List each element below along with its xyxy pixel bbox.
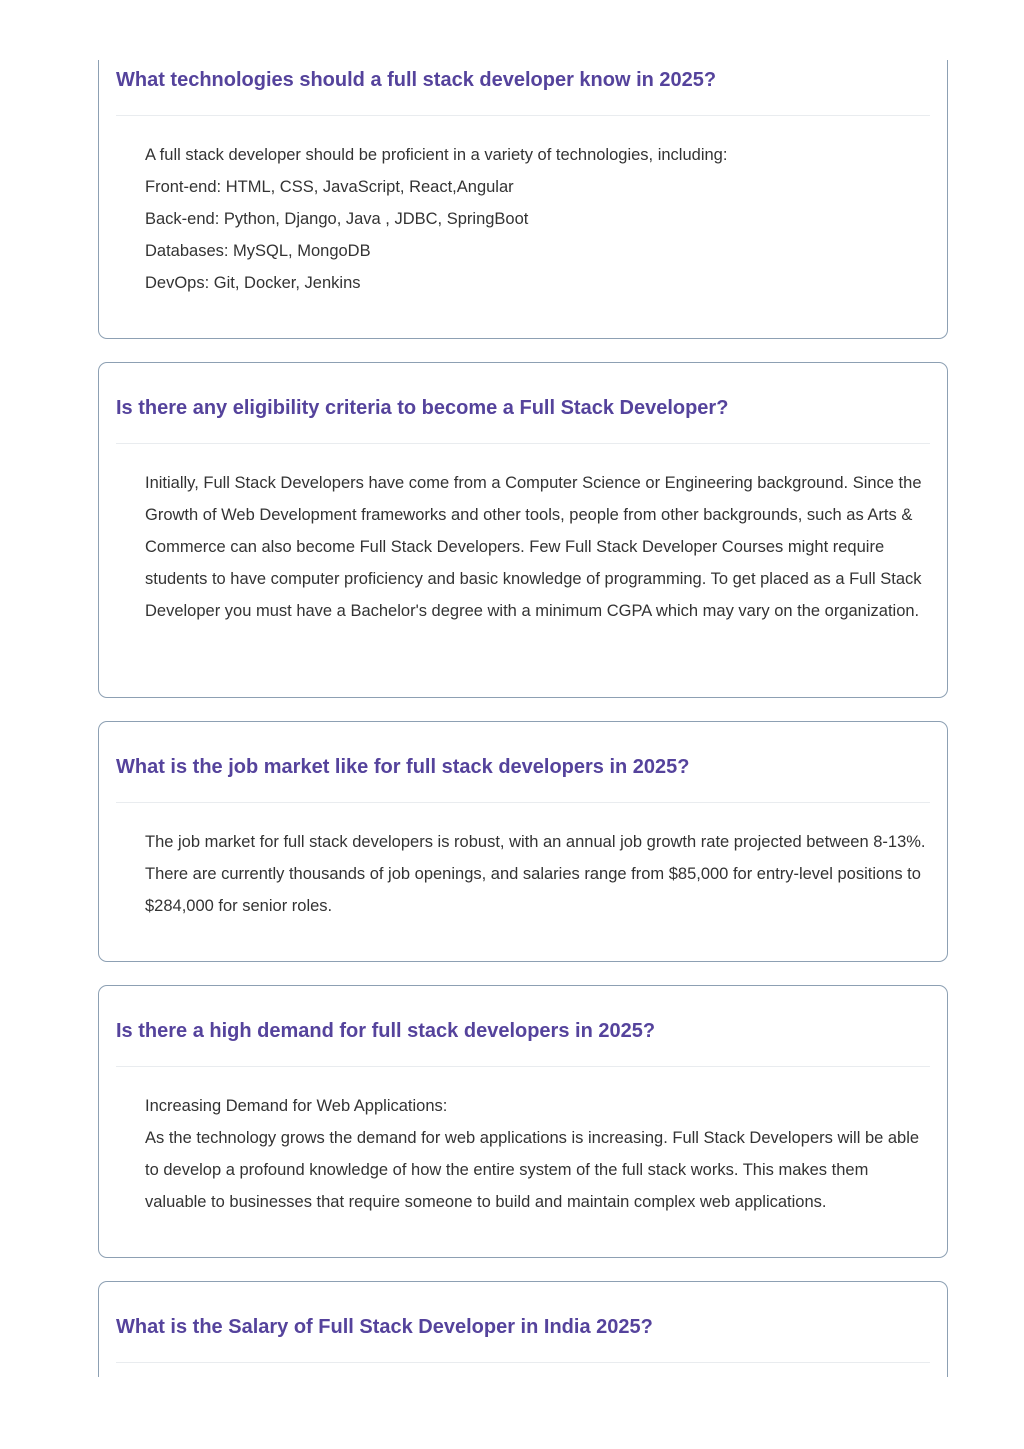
answer-line: Databases: MySQL, MongoDB	[145, 242, 371, 260]
answer-line: DevOps: Git, Docker, Jenkins	[145, 274, 361, 292]
answer-line: A full stack developer should be proficient in a variety of technologies, including:	[145, 146, 728, 164]
faq-question[interactable]: Is there any eligibility criteria to become a Full Stack Developer?	[116, 397, 729, 419]
faq-divider	[116, 1066, 930, 1067]
answer-paragraph: As the technology grows the demand for web applications is increasing. Full Stack Developers will be able to develop a profound knowledge of how the entire system of the full stack works. This makes them valuable to businesses that require someone to build and maintain complex web applications.	[145, 1129, 920, 1211]
faq-card-technologies	[98, 60, 948, 339]
faq-question[interactable]: What is the Salary of Full Stack Developer in India 2025?	[116, 1316, 653, 1338]
faq-card-job-market	[98, 721, 948, 962]
faq-question[interactable]: What is the job market like for full stack developers in 2025?	[116, 756, 690, 778]
faq-divider	[116, 443, 930, 444]
answer-line: Back-end: Python, Django, Java , JDBC, SpringBoot	[145, 210, 529, 228]
faq-divider	[116, 802, 930, 803]
faq-answer	[145, 139, 930, 299]
faq-answer	[145, 826, 930, 922]
answer-line: Increasing Demand for Web Applications:	[145, 1097, 448, 1115]
faq-divider	[116, 115, 930, 116]
faq-question[interactable]: What technologies should a full stack developer know in 2025?	[116, 69, 717, 91]
answer-paragraph: The job market for full stack developers is robust, with an annual job growth rate projected between 8-13%. There are currently thousands of job openings, and salaries range from $85,000 for entry-level positions to $284,000 for senior roles.	[145, 833, 926, 915]
faq-divider	[116, 1362, 930, 1363]
answer-paragraph: Initially, Full Stack Developers have come from a Computer Science or Engineering background. Since the Growth of Web Development frameworks and other tools, people from other backgrounds, such as Arts & Commerce can also become Full Stack Developers. Few Full Stack Developer Courses might require students to have computer proficiency and basic knowledge of programming. To get placed as a Full Stack Developer you must have a Bachelor's degree with a minimum CGPA which may vary on the organization.	[145, 474, 922, 620]
faq-card-salary	[98, 1281, 948, 1377]
faq-card-demand	[98, 985, 948, 1258]
faq-card-eligibility	[98, 362, 948, 698]
answer-line: Front-end: HTML, CSS, JavaScript, React,Angular	[145, 178, 514, 196]
faq-question[interactable]: Is there a high demand for full stack developers in 2025?	[116, 1020, 656, 1042]
faq-answer	[145, 467, 930, 627]
faq-answer	[145, 1090, 930, 1218]
